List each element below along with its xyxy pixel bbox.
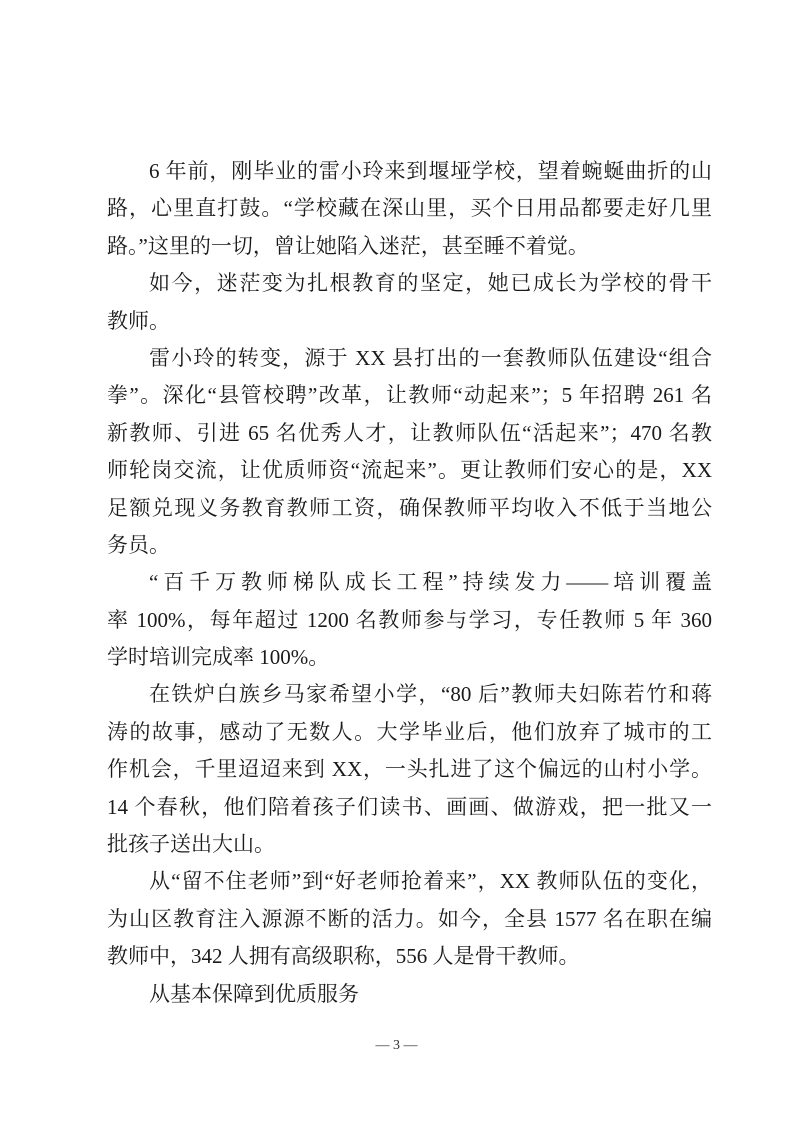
text-line: 足额兑现义务教育教师工资，确保教师平均收入不低于当地公 bbox=[107, 495, 712, 520]
text-line: 涛的故事，感动了无数人。大学毕业后，他们放弃了城市的工 bbox=[107, 719, 712, 744]
document-body bbox=[107, 153, 712, 1013]
text-line: 务员。 bbox=[107, 532, 170, 557]
paragraph bbox=[107, 863, 712, 975]
text-line: “百千万教师梯队成长工程”持续发力——培训覆盖 bbox=[149, 570, 712, 595]
paragraph bbox=[107, 564, 712, 676]
text-line: 为山区教育注入源源不断的活力。如今，全县 1577 名在职在编 bbox=[107, 906, 712, 931]
text-line: 作机会，千里迢迢来到 XX，一头扎进了这个偏远的山村小学。 bbox=[107, 757, 712, 782]
text-line: 教师中，342 人拥有高级职称，556 人是骨干教师。 bbox=[107, 944, 580, 969]
text-line: 雷小玲的转变，源于 XX 县打出的一套教师队伍建设“组合 bbox=[149, 345, 712, 370]
text-line: 拳”。深化“县管校聘”改革，让教师“动起来”；5 年招聘 261 名 bbox=[107, 383, 712, 408]
text-line: 师轮岗交流，让优质师资“流起来”。更让教师们安心的是，XX bbox=[107, 458, 712, 483]
text-line: 路，心里直打鼓。“学校藏在深山里，买个日用品都要走好几里 bbox=[107, 196, 712, 221]
page-number: — 3 — bbox=[375, 1038, 418, 1053]
text-line: 6 年前，刚毕业的雷小玲来到堰垭学校，望着蜿蜒曲折的山 bbox=[149, 159, 712, 183]
text-line: 教师。 bbox=[107, 308, 170, 333]
text-line: 从“留不住老师”到“好老师抢着来”，XX 教师队伍的变化， bbox=[149, 869, 712, 894]
text-line: 14 个春秋，他们陪着孩子们读书、画画、做游戏，把一批又一 bbox=[107, 794, 712, 819]
paragraph bbox=[107, 976, 712, 1013]
paragraph bbox=[107, 153, 712, 265]
text-line: 新教师、引进 65 名优秀人才，让教师队伍“活起来”；470 名教 bbox=[107, 420, 712, 445]
text-line: 在铁炉白族乡马家希望小学，“80 后”教师夫妇陈若竹和蒋 bbox=[149, 682, 712, 707]
paragraph bbox=[107, 340, 712, 564]
text-line: 率 100%，每年超过 1200 名教师参与学习，专任教师 5 年 360 bbox=[107, 607, 712, 632]
paragraph bbox=[107, 676, 712, 863]
text-line: 从基本保障到优质服务 bbox=[149, 981, 359, 1006]
text-line: 路。”这里的一切，曾让她陷入迷茫，甚至睡不着觉。 bbox=[107, 233, 589, 258]
paragraph bbox=[107, 265, 712, 340]
text-line: 如今，迷茫变为扎根教育的坚定，她已成长为学校的骨干 bbox=[149, 271, 712, 296]
text-line: 学时培训完成率 100%。 bbox=[107, 645, 330, 670]
text-line: 批孩子送出大山。 bbox=[107, 832, 275, 857]
